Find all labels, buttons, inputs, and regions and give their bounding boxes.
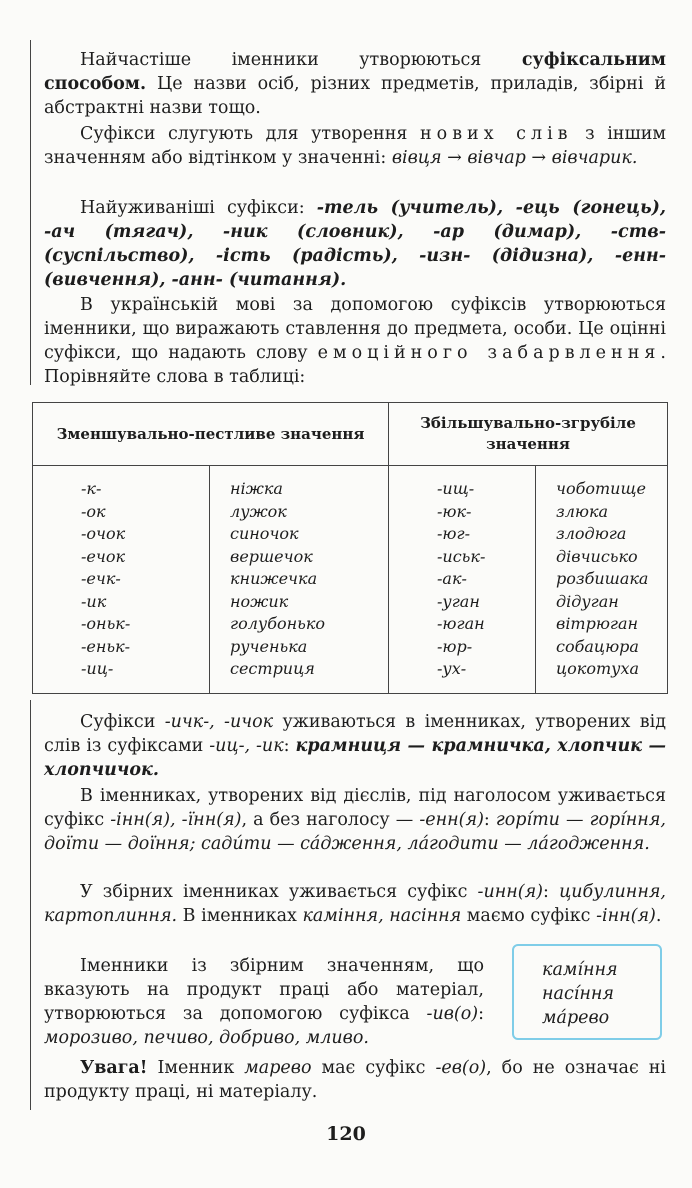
table-cell: -ечок (81, 546, 126, 566)
example-note-box (512, 944, 662, 1040)
paragraph-6: В іменниках, утворених від дієслів, під наголосом уживається суфікс -інн(я), -їнн(я), а без наголосу — -енн(я): горі́ти — горі́ння, доїти — доїння; сади́ти — са́дження, ла́годити — ла́годження. (44, 786, 666, 854)
table-cell: ніжка (230, 479, 283, 498)
table-cell: цокотуха (556, 659, 639, 678)
note-line: камі́ння (542, 960, 618, 980)
table-cell: злодюга (556, 524, 627, 543)
table-cell: дівчисько (556, 546, 638, 566)
table-cell: -еньк- (81, 636, 131, 656)
margin-rule (30, 700, 31, 1110)
table-cell: лужок (230, 501, 287, 521)
table-cell: злюка (556, 501, 609, 521)
table-cell: сестриця (230, 659, 315, 678)
note-line: ма́рево (542, 1008, 610, 1028)
table-cell: -очок (81, 524, 126, 543)
paragraph-3: Найуживаніші суфікси: -тель (учитель), -ець (гонець), -ач (тягач), -ник (словник), -ар (димар), -ств- (суспільство), -ість (радість), -изн- (дідизна), -енн- (вивчення), -анн- (читання). (44, 198, 666, 290)
dim-suffix-column (33, 466, 210, 694)
table-cell: вершечок (230, 546, 313, 566)
paragraph-2: Суфікси слугують для утворення нових слів з іншим значенням або відтінком у значенні: вівця → вівчар → вівчарик. (44, 124, 667, 168)
paragraph-5: Суфікси -ичк-, -ичок уживаються в іменниках, утворених від слів із суфіксами -иц-, -ик: крамниця — крамничка, хлопчик — хлопчичок. (44, 712, 666, 780)
paragraph-8: Іменники із збірним значенням, що вказують на продукт праці або матеріал, утворюються за допомогою суфікса -ив(о): морозиво, печиво, добриво, мливо. (44, 956, 484, 1048)
table-cell: дідуган (556, 591, 619, 611)
table-cell: -иц- (81, 659, 114, 678)
table-cell: -ак- (437, 569, 467, 588)
table-cell: голубонько (230, 614, 326, 633)
table-cell: чоботище (556, 479, 646, 498)
table-cell: -ечк- (81, 569, 121, 588)
table-cell: -юг- (437, 524, 470, 543)
table-cell: -ищ- (437, 479, 475, 498)
note-line: насі́ння (542, 984, 614, 1004)
table-cell: розбишака (556, 569, 649, 588)
paragraph-4: В українській мові за допомогою суфіксів утворюються іменники, що виражають ставлення до предмета, особи. Це оцінні суфікси, що надають слову емоційного забарвлення. Порівняйте слова в таблиці: (44, 295, 666, 387)
table-cell: -оньк- (81, 614, 131, 633)
table-cell: синочок (230, 524, 299, 543)
table-cell: -ок (81, 501, 106, 521)
table-cell: рученька (230, 636, 308, 656)
paragraph-7: У збірних іменниках уживається суфікс -инн(я): цибулиння, картоплиння. В іменниках каміння, насіння маємо суфікс -інн(я). (44, 882, 666, 926)
header-diminutive: Зменшувально-пестливе значення (33, 403, 389, 466)
table-cell: -юган (437, 614, 485, 633)
header-augmentative: Збільшувально-згрубіле значення (389, 403, 668, 466)
table-cell: книжечка (230, 569, 318, 588)
table-cell: вітрюган (556, 614, 639, 633)
table-cell: -юк- (437, 501, 472, 521)
table-cell: -иськ- (437, 546, 486, 566)
table-cell: -к- (81, 479, 102, 498)
table-cell: -уган (437, 591, 480, 611)
table-cell: -ик (81, 591, 107, 611)
table-cell: -юр- (437, 636, 473, 656)
suffix-table (32, 402, 668, 694)
paragraph-1: Найчастіше іменники утворюються суфіксальним способом. Це назви осіб, різних предметів, приладів, збірні й абстрактні назви тощо. (44, 50, 666, 118)
aug-suffix-column (389, 466, 536, 694)
aug-word-column (536, 466, 668, 694)
page-number: 120 (326, 1123, 366, 1145)
table-cell: -ух- (437, 659, 467, 678)
paragraph-warning: Увага! Іменник марево має суфікс -ев(о), бо не означає ні продукту праці, ні матеріалу. (44, 1058, 667, 1102)
margin-rule (30, 40, 31, 385)
dim-word-column (210, 466, 389, 694)
table-cell: ножик (230, 591, 289, 611)
table-cell: собацюра (556, 636, 639, 656)
